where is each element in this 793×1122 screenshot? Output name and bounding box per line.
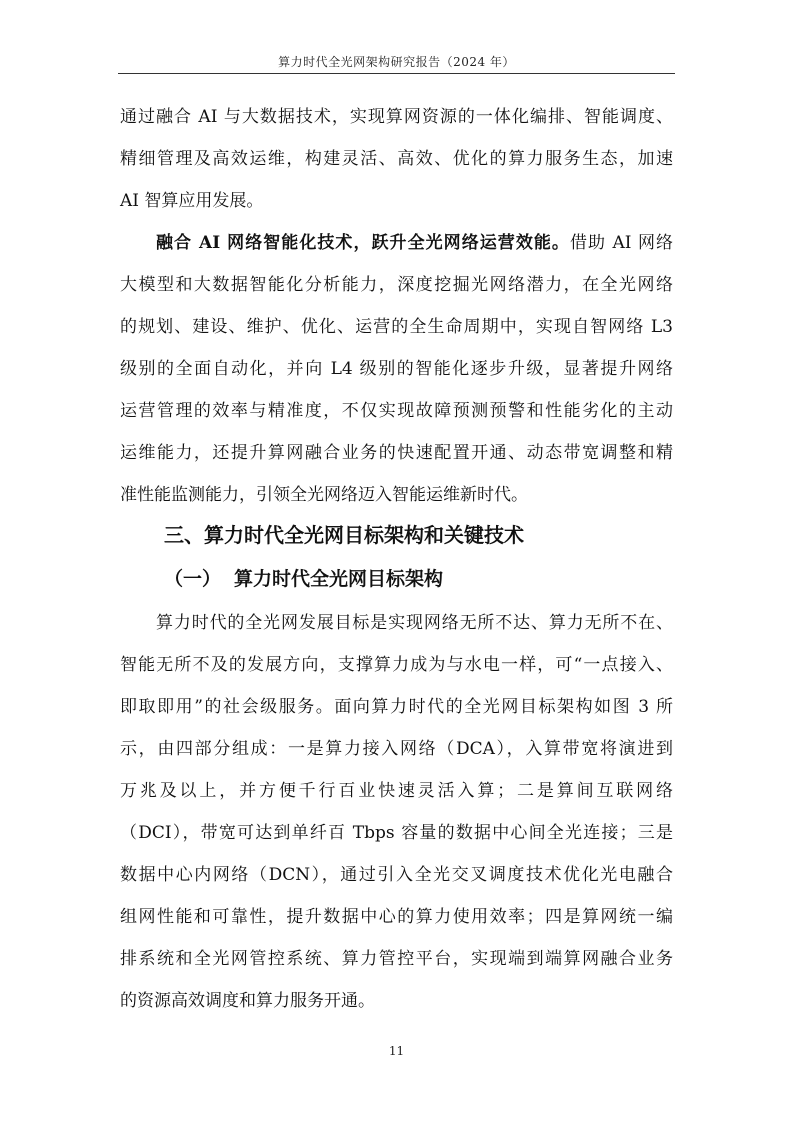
section-heading: 三、算力时代全光网目标架构和关键技术 [164, 523, 524, 547]
paragraph-line: AI 智算应用发展。 [120, 191, 264, 211]
subsection-number: （一） [164, 568, 222, 590]
paragraph-line: 的资源高效调度和算力服务开通。 [120, 991, 375, 1011]
paragraph-line: （DCI），带宽可达到单纤百 Tbps 容量的数据中心间全光连接；三是 [120, 823, 673, 843]
paragraph-line: 万兆及以上，并方便千行百业快速灵活入算；二是算间互联网络 [120, 781, 673, 801]
paragraph-line: 通过融合 AI 与大数据技术，实现算网资源的一体化编排、智能调度、 [120, 107, 673, 127]
page-number: 11 [388, 1044, 405, 1058]
paragraph-line: 的规划、建设、维护、优化、运营的全生命周期中，实现自智网络 L3 [120, 317, 673, 337]
paragraph-line: 运营管理的效率与精准度，不仅实现故障预测预警和性能劣化的主动 [120, 401, 673, 421]
paragraph-line: 排系统和全光网管控系统、算力管控平台，实现端到端算网融合业务 [120, 949, 673, 969]
header-rule [118, 73, 675, 74]
paragraph-line: 数据中心内网络（DCN），通过引入全光交叉调度技术优化光电融合 [120, 865, 673, 885]
paragraph-line: 级别的全面自动化，并向 L4 级别的智能化逐步升级，显著提升网络 [120, 359, 673, 379]
paragraph-line: 运维能力，还提升算网融合业务的快速配置开通、动态带宽调整和精 [120, 443, 673, 463]
subsection-title: 算力时代全光网目标架构 [234, 568, 444, 590]
lead-sentence-continuation: 借助 AI 网络 [569, 233, 673, 253]
bold-lead-sentence: 融合 AI 网络智能化技术，跃升全光网络运营效能。 [156, 233, 570, 253]
paragraph-first-line [120, 228, 673, 258]
paragraph-line: 智能无所不及的发展方向，支撑算力成为与水电一样，可“一点接入、 [120, 655, 673, 675]
paragraph-line: 组网性能和可靠性，提升数据中心的算力使用效率；四是算网统一编 [120, 907, 673, 927]
paragraph-line: 精细管理及高效运维，构建灵活、高效、优化的算力服务生态，加速 [120, 149, 673, 169]
subsection-heading [164, 563, 443, 595]
running-header: 算力时代全光网架构研究报告（2024 年） [278, 55, 515, 69]
paragraph-line: 示，由四部分组成：一是算力接入网络（DCA），入算带宽将演进到 [120, 739, 673, 759]
paragraph-line: 大模型和大数据智能化分析能力，深度挖掘光网络潜力，在全光网络 [120, 275, 673, 295]
paragraph-line: 准性能监测能力，引领全光网络迈入智能运维新时代。 [120, 485, 528, 505]
paragraph-line: 即取即用”的社会级服务。面向算力时代的全光网目标架构如图 3 所 [120, 697, 673, 717]
paragraph-line: 算力时代的全光网发展目标是实现网络无所不达、算力无所不在、 [156, 613, 673, 633]
